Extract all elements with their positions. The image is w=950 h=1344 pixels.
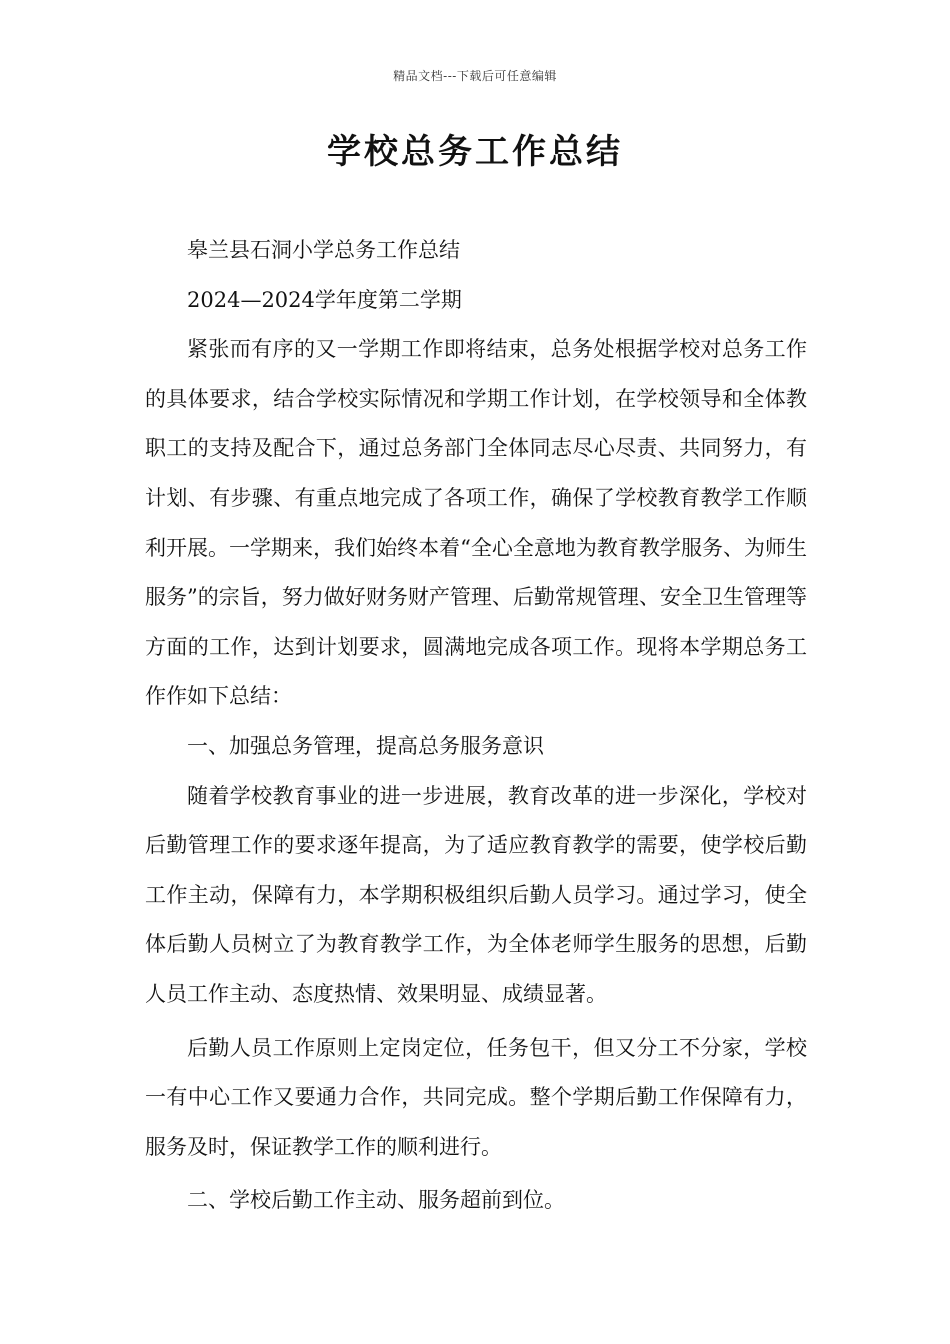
document-title: 学校总务工作总结	[327, 132, 623, 172]
section-1-paragraph-2: 后勤人员工作原则上定岗定位，任务包干，但又分工不分家，学校一有中心工作又要通力合作，共同完成。整个学期后勤工作保障有力，服务及时，保证教学工作的顺利进行。	[145, 1035, 807, 1159]
document-body	[145, 226, 807, 1226]
school-summary-heading: 皋兰县石洞小学总务工作总结	[187, 238, 460, 262]
section-heading-1: 一、加强总务管理，提高总务服务意识	[187, 733, 544, 758]
semester-line: 2024—2024学年度第二学期	[187, 287, 462, 312]
header-note: 精品文档---下载后可任意编辑	[393, 69, 557, 83]
intro-paragraph: 紧张而有序的又一学期工作即将结束，总务处根据学校对总务工作的具体要求，结合学校实际情况和学期工作计划，在学校领导和全体教职工的支持及配合下，通过总务部门全体同志尽心尽责、共同努力，有计划、有步骤、有重点地完成了各项工作，确保了学校教育教学工作顺利开展。一学期来，我们始终本着“全心全意地为教育教学服务、为师生服务”的宗旨，努力做好财务财产管理、后勤常规管理、安全卫生管理等方面的工作，达到计划要求，圆满地完成各项工作。现将本学期总务工作作如下总结：	[145, 337, 807, 709]
section-1-paragraph-1: 随着学校教育事业的进一步进展，教育改革的进一步深化，学校对后勤管理工作的要求逐年提高，为了适应教育教学的需要，使学校后勤工作主动，保障有力，本学期积极组织后勤人员学习。通过学习，使全体后勤人员树立了为教育教学工作，为全体老师学生服务的思想，后勤人员工作主动、态度热情、效果明显、成绩显著。	[145, 783, 807, 1006]
section-heading-2: 二、学校后勤工作主动、服务超前到位。	[187, 1188, 565, 1213]
